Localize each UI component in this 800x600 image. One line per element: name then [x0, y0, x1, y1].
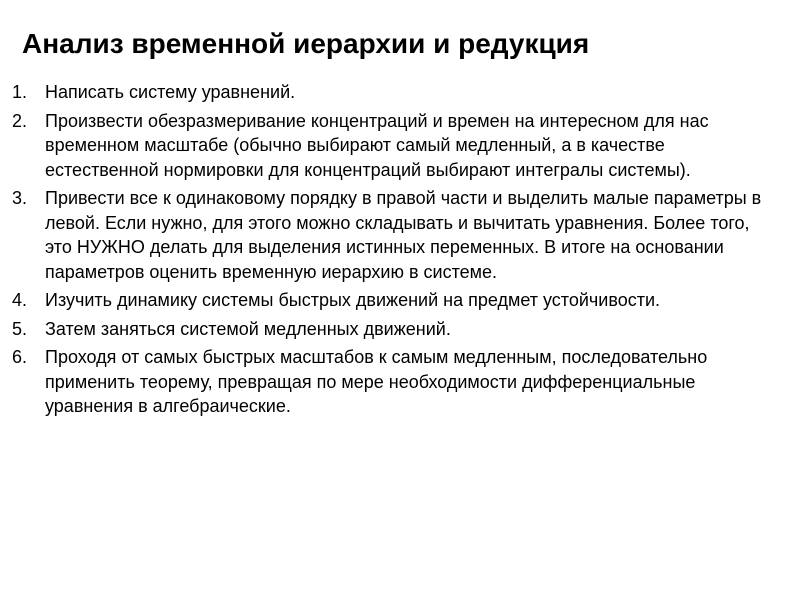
list-item-number: 2.	[12, 110, 28, 131]
list-item-text: Проходя от самых быстрых масштабов к самым медленным, последовательно применить теорему, превращая по мере необходимости дифференциальные уравнения в алгебраические.	[45, 347, 708, 416]
list-item-text: Затем заняться системой медленных движений.	[45, 318, 451, 339]
list-item-text: Привести все к одинаковому порядку в правой части и выделить малые параметры в левой. Если нужно, для этого можно складывать и вычитать уравнения. Более того, это НУЖНО делать для выделения истинных переменных. В итоге на основании параметров оценить временную иерархию в системе.	[45, 188, 762, 282]
list-item	[12, 345, 772, 419]
list-item-number: 4.	[12, 290, 28, 310]
list-item-number: 1.	[12, 82, 28, 102]
list-item	[12, 288, 772, 313]
list-item-text: Изучить динамику системы быстрых движений на предмет устойчивости.	[45, 290, 661, 310]
list-item	[12, 186, 772, 284]
list-item	[12, 317, 772, 342]
list-item-text: Написать систему уравнений.	[45, 82, 296, 102]
slide-title: Анализ временной иерархии и редукция	[22, 28, 590, 59]
list-item-text: Произвести обезразмеривание концентраций и времен на интересном для нас временном масштабе (обычно выбирают самый медленный, а в качестве естественной нормировки для концентраций выбирают интегралы системы).	[45, 110, 709, 180]
list-item	[12, 109, 772, 183]
list-item-number: 6.	[12, 347, 28, 367]
steps-list	[12, 80, 772, 423]
list-item-number: 5.	[12, 318, 28, 339]
list-item-number: 3.	[12, 188, 28, 208]
list-item	[12, 80, 772, 105]
